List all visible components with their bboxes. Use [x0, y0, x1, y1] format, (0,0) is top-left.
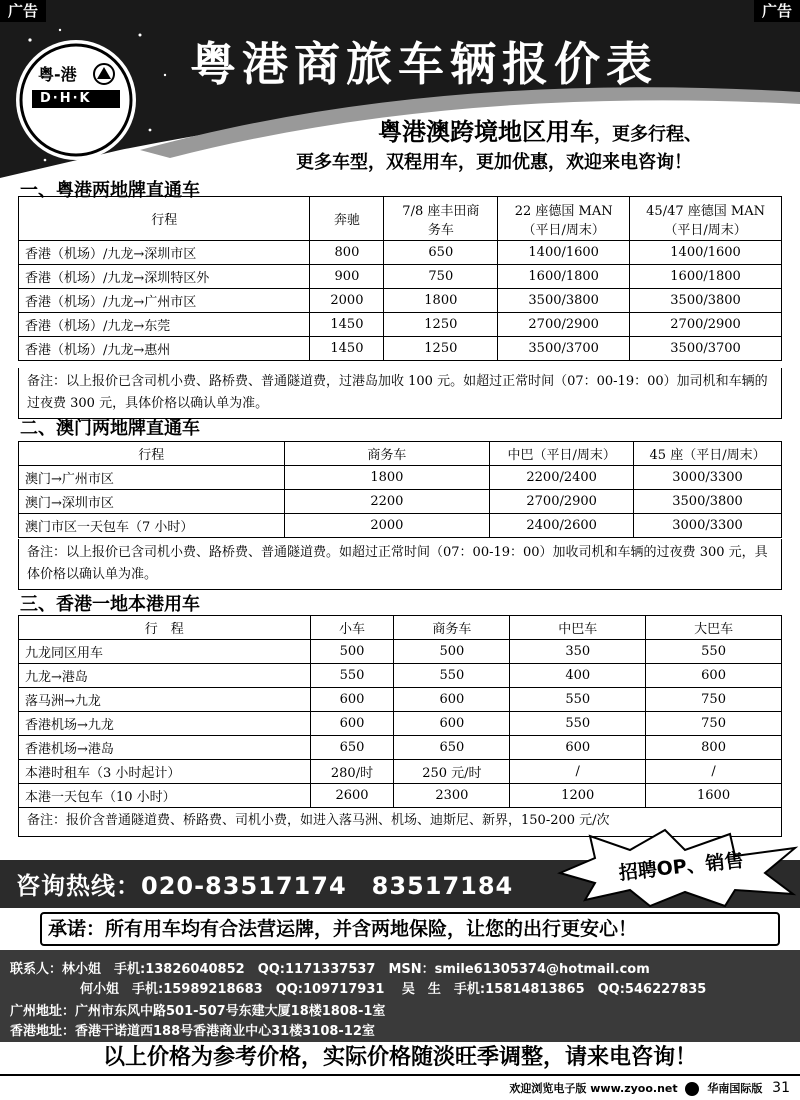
- price-cell: 2700/2900: [490, 490, 634, 514]
- footer-brand: 华南国际版: [707, 1082, 763, 1095]
- table-row: [19, 784, 782, 808]
- price-cell: 1800: [284, 466, 490, 490]
- price-cell: 2300: [394, 784, 510, 808]
- column-header: 行程: [19, 442, 285, 466]
- price-cell: 750: [646, 688, 782, 712]
- price-cell: 550: [510, 712, 646, 736]
- hotline-number: 咨询热线：020-83517174 83517184: [16, 872, 514, 900]
- price-cell: 3500/3700: [498, 337, 630, 361]
- brand-logo-icon: [685, 1082, 699, 1096]
- column-header: 大巴车: [646, 616, 782, 640]
- route-cell: 香港（机场）/九龙→深圳特区外: [19, 265, 310, 289]
- price-cell: 3500/3700: [630, 337, 782, 361]
- table-row: [19, 313, 782, 337]
- route-cell: 澳门→深圳市区: [19, 490, 285, 514]
- price-cell: 500: [394, 640, 510, 664]
- price-cell: 2700/2900: [498, 313, 630, 337]
- price-cell: 900: [310, 265, 384, 289]
- table-row: [19, 337, 782, 361]
- column-header-line: 45/47 座德国 MAN: [646, 203, 765, 219]
- table-row: [19, 736, 782, 760]
- route-cell: 香港机场→港岛: [19, 736, 311, 760]
- price-cell: 600: [646, 664, 782, 688]
- price-cell: 1450: [310, 313, 384, 337]
- price-cell: 1600/1800: [630, 265, 782, 289]
- price-cell: 600: [310, 688, 394, 712]
- price-cell: 400: [510, 664, 646, 688]
- price-cell: 2400/2600: [490, 514, 634, 538]
- price-cell: 750: [384, 265, 498, 289]
- page-title: 粤港商旅车辆报价表: [190, 37, 658, 91]
- price-cell: 2000: [310, 289, 384, 313]
- table-header-row: [19, 197, 782, 241]
- price-cell: 3000/3300: [634, 514, 782, 538]
- table-header-row: [19, 616, 782, 640]
- route-cell: 落马洲→九龙: [19, 688, 311, 712]
- page-footer: [509, 1080, 790, 1096]
- price-cell: 550: [510, 688, 646, 712]
- column-header: 商务车: [394, 616, 510, 640]
- contact-line-1: 联系人：林小姐 手机:13826040852 QQ:1171337537 MSN：smile61305374@hotmail.com: [10, 962, 650, 977]
- contact-line-2: 何小姐 手机:15989218683 QQ:109717931 吴 生 手机:15814813865 QQ:546227835: [80, 982, 707, 997]
- section1-note: 备注：以上报价已含司机小费、路桥费、普通隧道费，过港岛加收 100 元。如超过正常时间（07：00-19：00）加司机和车辆的过夜费 300 元，具体价格以确认单为准。: [18, 368, 782, 419]
- price-cell: 1200: [510, 784, 646, 808]
- section2-table: [18, 441, 782, 538]
- table-row: [19, 514, 782, 538]
- column-header-line: 务车: [427, 222, 454, 238]
- table-row: [19, 241, 782, 265]
- column-header: [630, 197, 782, 241]
- price-cell: 1450: [310, 337, 384, 361]
- table-row: [19, 760, 782, 784]
- section1-table: [18, 196, 782, 361]
- price-cell: 1250: [384, 337, 498, 361]
- price-notice: 以上价格为参考价格，实际价格随淡旺季调整，请来电咨询！: [102, 1045, 697, 1070]
- logo-text-bottom: D·H·K: [40, 91, 92, 106]
- table-row: [19, 664, 782, 688]
- route-cell: 香港（机场）/九龙→广州市区: [19, 289, 310, 313]
- footer-website: 欢迎浏览电子版 www.zyoo.net: [509, 1082, 678, 1095]
- column-header: 45 座（平日/周末）: [634, 442, 782, 466]
- section3-heading: 三、香港一地本港用车: [20, 594, 200, 615]
- hongkong-address: 香港地址：香港干诺道西188号香港商业中心31楼3108-12室: [10, 1024, 375, 1039]
- price-cell: 1600: [646, 784, 782, 808]
- price-cell: 550: [310, 664, 394, 688]
- section3-note: 备注：报价含普通隧道费、桥路费、司机小费，如进入落马洲、机场、迪斯尼、新界，150-200 元/次: [18, 807, 782, 837]
- price-cell: 1250: [384, 313, 498, 337]
- price-cell: 2600: [310, 784, 394, 808]
- price-cell: 550: [394, 664, 510, 688]
- route-cell: 香港（机场）/九龙→东莞: [19, 313, 310, 337]
- column-header: [384, 197, 498, 241]
- price-cell: 650: [394, 736, 510, 760]
- price-cell: 600: [394, 688, 510, 712]
- route-cell: 九龙→港岛: [19, 664, 311, 688]
- price-cell: 650: [310, 736, 394, 760]
- table-row: [19, 712, 782, 736]
- ad-label-right: 广告: [754, 0, 800, 22]
- price-cell: 600: [310, 712, 394, 736]
- section2-note: 备注：以上报价已含司机小费、路桥费、普通隧道费。如超过正常时间（07：00-19：00）加收司机和车辆的过夜费 300 元，具体价格以确认单为准。: [18, 539, 782, 590]
- price-cell: 1800: [384, 289, 498, 313]
- column-header: 行 程: [19, 616, 311, 640]
- page-number: 31: [772, 1080, 790, 1096]
- price-cell: 800: [310, 241, 384, 265]
- price-cell: 2000: [284, 514, 490, 538]
- guangzhou-address: 广州地址：广州市东风中路501-507号东建大厦18楼1808-1室: [10, 1004, 386, 1019]
- price-cell: 1400/1600: [498, 241, 630, 265]
- subtitle-main-text: 粤港澳跨境地区用车: [378, 118, 594, 146]
- price-cell: 250 元/时: [394, 760, 510, 784]
- route-cell: 九龙同区用车: [19, 640, 311, 664]
- column-header: [310, 197, 384, 241]
- column-header-line: 7/8 座丰田商: [402, 203, 480, 219]
- price-cell: 600: [394, 712, 510, 736]
- price-cell: 1400/1600: [630, 241, 782, 265]
- price-cell: 350: [510, 640, 646, 664]
- route-cell: 本港时租车（3 小时起计）: [19, 760, 311, 784]
- section3-table: [18, 615, 782, 808]
- column-header-line: 22 座德国 MAN: [514, 203, 613, 219]
- column-header: 小车: [310, 616, 394, 640]
- price-cell: 3500/3800: [630, 289, 782, 313]
- table-row: [19, 490, 782, 514]
- price-cell: 650: [384, 241, 498, 265]
- ad-label-left: 广告: [0, 0, 46, 22]
- price-cell: 2200: [284, 490, 490, 514]
- price-cell: 800: [646, 736, 782, 760]
- route-cell: 澳门→广州市区: [19, 466, 285, 490]
- price-cell: 3500/3800: [634, 490, 782, 514]
- price-cell: 1600/1800: [498, 265, 630, 289]
- column-header: 中巴车: [510, 616, 646, 640]
- price-cell: 750: [646, 712, 782, 736]
- column-header: [498, 197, 630, 241]
- recruit-text: 招聘OP、销售: [617, 849, 745, 885]
- contact-panel: [0, 950, 800, 1042]
- route-cell: 澳门市区一天包车（7 小时）: [19, 514, 285, 538]
- table-row: [19, 688, 782, 712]
- logo-text-top: 粤-港: [38, 65, 77, 84]
- column-header-line: （平日/周末）: [664, 222, 747, 238]
- route-cell: 香港机场→九龙: [19, 712, 311, 736]
- price-cell: 2700/2900: [630, 313, 782, 337]
- section1-heading: 一、粤港两地牌直通车: [20, 180, 200, 201]
- column-header-line: 奔驰: [333, 213, 360, 228]
- section2-heading: 二、澳门两地牌直通车: [20, 418, 200, 439]
- price-cell: 600: [510, 736, 646, 760]
- price-cell: 550: [646, 640, 782, 664]
- promise-banner: 承诺：所有用车均有合法营运牌，并含两地保险，让您的出行更安心！: [40, 912, 780, 946]
- price-cell: /: [510, 760, 646, 784]
- price-cell: /: [646, 760, 782, 784]
- header-banner: [0, 0, 800, 178]
- column-header: [19, 197, 310, 241]
- footer-divider: [0, 1074, 800, 1076]
- table-row: [19, 289, 782, 313]
- subtitle-main: [378, 112, 702, 147]
- table-row: [19, 640, 782, 664]
- column-header: 商务车: [284, 442, 490, 466]
- table-header-row: [19, 442, 782, 466]
- column-header-line: 行程: [151, 213, 178, 228]
- table-row: [19, 466, 782, 490]
- subtitle-tail: ，更多行程、: [594, 124, 702, 145]
- column-header-line: （平日/周末）: [522, 222, 605, 238]
- route-cell: 香港（机场）/九龙→深圳市区: [19, 241, 310, 265]
- price-cell: 2200/2400: [490, 466, 634, 490]
- price-cell: 3000/3300: [634, 466, 782, 490]
- price-cell: 3500/3800: [498, 289, 630, 313]
- subtitle-second: 更多车型，双程用车，更加优惠，欢迎来电咨询！: [296, 152, 692, 173]
- route-cell: 香港（机场）/九龙→惠州: [19, 337, 310, 361]
- price-cell: 280/时: [310, 760, 394, 784]
- column-header: 中巴（平日/周末）: [490, 442, 634, 466]
- table-row: [19, 265, 782, 289]
- price-cell: 500: [310, 640, 394, 664]
- route-cell: 本港一天包车（10 小时）: [19, 784, 311, 808]
